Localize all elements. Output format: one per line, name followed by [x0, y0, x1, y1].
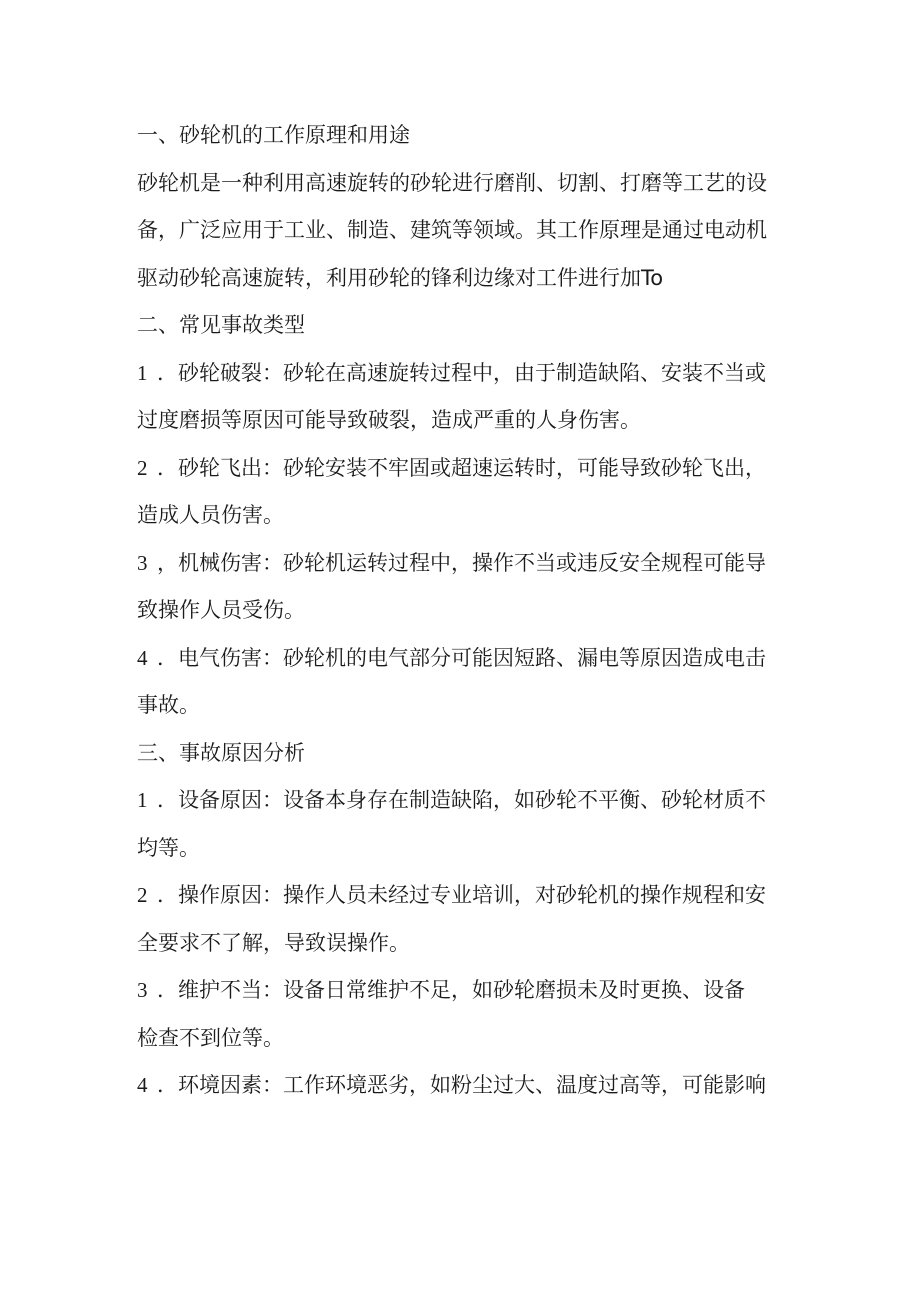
- list-item: [137, 540, 797, 588]
- item-separator: ．: [157, 360, 178, 385]
- list-item: [137, 777, 797, 825]
- list-item-continuation: 检查不到位等。: [137, 1025, 284, 1050]
- item-number: 2: [137, 455, 148, 480]
- list-item: [137, 350, 797, 398]
- item-text: 砂轮破裂：砂轮在高速旋转过程中，由于制造缺陷、安装不当或: [178, 360, 766, 385]
- paragraph-line: 砂轮机是一种利用高速旋转的砂轮进行磨削、切割、打磨等工艺的设: [137, 170, 767, 195]
- list-item: [137, 1062, 797, 1110]
- section-heading-3: 三、事故原因分析: [137, 740, 305, 765]
- list-item-continuation: 均等。: [137, 835, 200, 860]
- item-separator: ．: [157, 1073, 178, 1097]
- list-item: [137, 872, 797, 920]
- list-item-continuation: 致操作人员受伤。: [137, 598, 305, 622]
- item-separator: ．: [157, 883, 178, 907]
- item-number: 4: [137, 645, 148, 670]
- list-item: [137, 635, 797, 683]
- item-text: 砂轮飞出：砂轮安装不牢固或超速运转时，可能导致砂轮飞出，: [178, 455, 766, 480]
- item-text: 设备原因：设备本身存在制造缺陷，如砂轮不平衡、砂轮材质不: [178, 788, 766, 812]
- item-number: 1: [137, 788, 148, 812]
- section-heading-2: 二、常见事故类型: [137, 313, 305, 337]
- list-item-continuation: 过度磨损等原因可能导致破裂，造成严重的人身伤害。: [137, 408, 641, 432]
- section-heading-1: 一、砂轮机的工作原理和用途: [137, 123, 410, 147]
- item-separator: ．: [157, 645, 178, 670]
- list-item-continuation: 造成人员伤害。: [137, 503, 284, 527]
- document-body: [137, 112, 797, 1110]
- item-number: 2: [137, 883, 148, 907]
- item-number: 3: [137, 978, 148, 1002]
- paragraph-line: 驱动砂轮高速旋转，利用砂轮的锋利边缘对工件进行加To: [137, 265, 664, 290]
- item-number: 4: [137, 1073, 148, 1097]
- list-item-continuation: 全要求不了解，导致误操作。: [137, 930, 410, 955]
- list-item: [137, 967, 797, 1015]
- item-separator: ．: [157, 788, 178, 812]
- item-number: 1: [137, 360, 148, 385]
- paragraph-line: 备，广泛应用于工业、制造、建筑等领域。其工作原理是通过电动机: [137, 218, 767, 242]
- item-separator: ，: [157, 550, 178, 575]
- item-text: 操作原因：操作人员未经过专业培训，对砂轮机的操作规程和安: [178, 883, 766, 907]
- item-separator: ．: [157, 978, 178, 1002]
- item-separator: ．: [157, 455, 178, 480]
- item-text: 电气伤害：砂轮机的电气部分可能因短路、漏电等原因造成电击: [178, 645, 766, 670]
- item-number: 3: [137, 550, 148, 575]
- item-text: 机械伤害：砂轮机运转过程中，操作不当或违反安全规程可能导: [178, 550, 766, 575]
- item-text: 维护不当：设备日常维护不足，如砂轮磨损未及时更换、设备: [178, 978, 745, 1002]
- list-item-continuation: 事故。: [137, 693, 200, 717]
- list-item: [137, 445, 797, 493]
- item-text: 环境因素：工作环境恶劣，如粉尘过大、温度过高等，可能影响: [178, 1073, 766, 1097]
